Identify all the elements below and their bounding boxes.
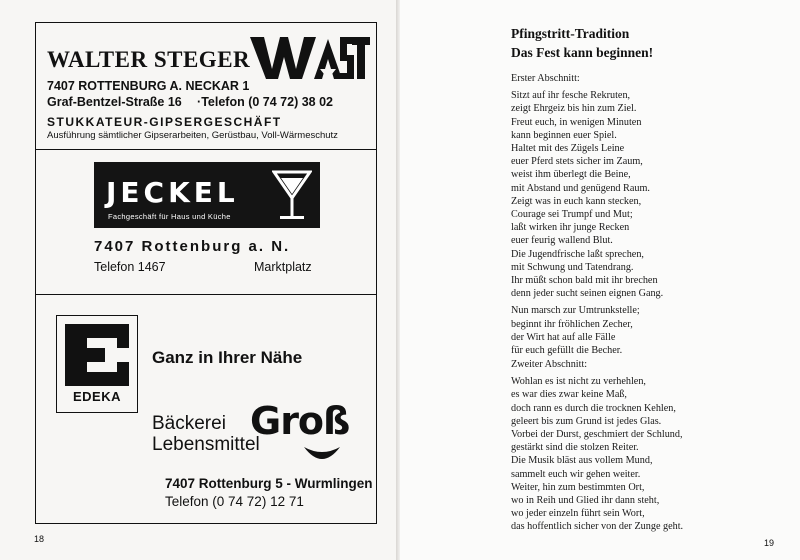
poem-line: für euch gefüllt die Becher. bbox=[511, 345, 623, 357]
poem-line: laßt wirken ihr junge Recken bbox=[511, 222, 630, 234]
poem-line: zeigt Ehrgeiz bis hin zum Ziel. bbox=[511, 103, 637, 115]
poem-line: Wohlan es ist nicht zu verhehlen, bbox=[511, 376, 646, 388]
poem-line: mit Abstand und genügend Raum. bbox=[511, 182, 650, 194]
section-heading: Erster Abschnitt: bbox=[511, 73, 580, 84]
poem-line: der Wirt hat auf alle Fälle bbox=[511, 331, 616, 343]
poem-line: euer Pferd stets sicher im Zaum, bbox=[511, 156, 643, 168]
poem-line: Freut euch, in wenigen Minuten bbox=[511, 116, 642, 128]
poem-line: das hoffentlich sicher von der Zunge geht. bbox=[511, 521, 684, 533]
gross-business-line1: Bäckerei bbox=[152, 413, 226, 434]
poem-line: beginnt ihr fröhlichen Zecher, bbox=[511, 318, 633, 330]
poem-title: Pfingstritt-Tradition bbox=[511, 26, 630, 41]
edeka-label: EDEKA bbox=[72, 389, 121, 404]
page-number-left: 18 bbox=[34, 534, 45, 544]
wast-logo bbox=[248, 35, 370, 81]
stanza-1 bbox=[511, 89, 663, 300]
poem-line: Weiter, hin zum bestimmten Ort, bbox=[511, 481, 645, 493]
steger-street-row bbox=[47, 95, 333, 109]
gross-business-type bbox=[152, 413, 260, 455]
steger-phone: Telefon (0 74 72) 38 02 bbox=[201, 95, 333, 109]
gross-phone: Telefon (0 74 72) 12 71 bbox=[165, 494, 304, 509]
stanza-2 bbox=[511, 304, 663, 357]
jeckel-street: Marktplatz bbox=[254, 260, 312, 274]
jeckel-logo bbox=[94, 162, 320, 228]
poem-line: mit Schwung und Tatendrang. bbox=[511, 261, 634, 273]
poem-line: Nun marsch zur Umtrunkstelle; bbox=[511, 305, 640, 317]
wast-logo-text: WAST bbox=[248, 35, 251, 36]
poem-line: weist ihm überlegt die Beine, bbox=[511, 169, 631, 181]
edeka-logo bbox=[56, 315, 138, 413]
gross-logo: Groß bbox=[250, 399, 350, 443]
section-heading: Zweiter Abschnitt: bbox=[511, 359, 588, 370]
poem-line: sammelt euch wir gehen weiter. bbox=[511, 468, 641, 480]
jeckel-phone: Telefon 1467 bbox=[94, 260, 166, 274]
poem-line: doch rann es durch die trocknen Kehlen, bbox=[511, 402, 676, 414]
gross-logo-arc-icon bbox=[304, 445, 340, 465]
poem-line: Die Musik bläst aus vollem Mund, bbox=[511, 455, 653, 467]
poem-line: Ihr müßt schon bald mit ihr brechen bbox=[511, 275, 658, 287]
poem-line: es war dies zwar keine Maß, bbox=[511, 389, 627, 401]
jeckel-logo-word: JECKEL bbox=[106, 176, 239, 209]
steger-street: Graf-Bentzel-Straße 16 bbox=[47, 95, 182, 109]
jeckel-tagline: Fachgeschäft für Haus und Küche bbox=[108, 212, 231, 221]
cocktail-glass-icon bbox=[272, 168, 312, 224]
steger-address: 7407 ROTTENBURG A. NECKAR 1 bbox=[47, 79, 250, 93]
steger-company-name: WALTER STEGER bbox=[47, 47, 251, 72]
poem-line: Zeigt was in euch kann stecken, bbox=[511, 195, 642, 207]
poem-line: denn jeder sucht seinen eignen Gang. bbox=[511, 288, 664, 300]
gross-city: 7407 Rottenburg 5 - Wurmlingen bbox=[165, 476, 373, 491]
poem-line: Sitzt auf ihr fesche Rekruten, bbox=[511, 90, 631, 102]
poem-line: Haltet mit des Zügels Leine bbox=[511, 143, 625, 155]
edeka-slogan: Ganz in Ihrer Nähe bbox=[152, 348, 303, 367]
steger-separator: · bbox=[197, 95, 202, 109]
poem-section-2 bbox=[511, 358, 683, 534]
page-number-right: 19 bbox=[764, 538, 775, 548]
gross-business-line2: Lebensmittel bbox=[152, 434, 260, 455]
ad-edeka-gross bbox=[36, 294, 376, 525]
edeka-e-icon bbox=[65, 324, 129, 386]
steger-trade: STUKKATEUR-GIPSERGESCHÄFT bbox=[47, 115, 282, 129]
stanza-3 bbox=[511, 375, 683, 533]
ad-jeckel bbox=[36, 149, 376, 294]
poem-line: geleert bis zum Grund ist jedes Glas. bbox=[511, 415, 662, 427]
advertisement-block bbox=[35, 22, 377, 524]
poem-line: kann beginnen euer Spiel. bbox=[511, 129, 617, 141]
poem-line: wo jeder einzeln führt sein Wort, bbox=[511, 508, 645, 520]
poem-line: euer feurig wallend Blut. bbox=[511, 235, 613, 247]
poem-line: Die Jugendfrische laßt sprechen, bbox=[511, 248, 644, 260]
poem-line: Vorbei der Durst, geschmiert der Schlund, bbox=[511, 429, 683, 441]
ad-walter-steger bbox=[36, 23, 376, 149]
poem-line: gestärkt sind die stolzen Reiter. bbox=[511, 442, 639, 454]
poem-section-1 bbox=[511, 72, 663, 357]
poem-line: wo in Reih und Glied ihr dann steht, bbox=[511, 495, 660, 507]
jeckel-city: 7407 Rottenburg a. N. bbox=[94, 238, 291, 255]
poem-line: Courage sei Trumpf und Mut; bbox=[511, 209, 633, 221]
steger-description: Ausführung sämtlicher Gipserarbeiten, Gerüstbau, Voll-Wärmeschutz bbox=[47, 130, 338, 141]
poem-subtitle: Das Fest kann beginnen! bbox=[511, 45, 654, 60]
right-page bbox=[400, 0, 800, 560]
